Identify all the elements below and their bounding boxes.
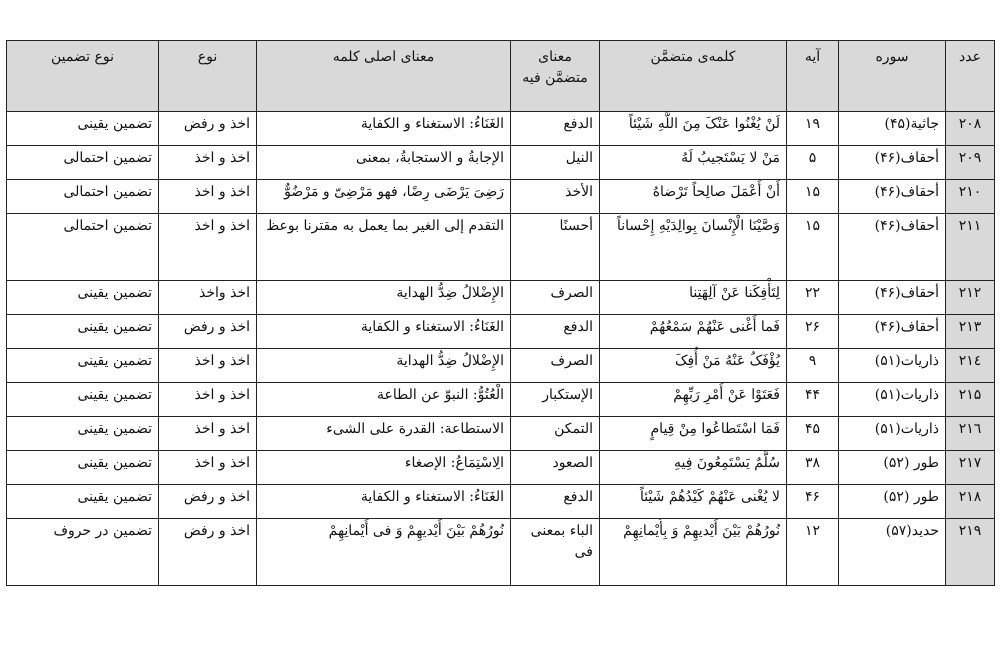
cell-ayah: ۲۲: [787, 281, 839, 315]
cell-idx: ۲۱۷: [946, 451, 995, 485]
cell-tazmin-type: تضمین احتمالی: [7, 146, 159, 180]
cell-word: نُورُهُمْ بَیْنَ أَیْدیهِمْ وَ بِأَیْمانِهِمْ: [600, 519, 787, 586]
table-row: [7, 281, 995, 315]
cell-idx: ۲۱۹: [946, 519, 995, 586]
cell-word: فَعَتَوْا عَنْ أَمْرِ رَبِّهِمْ: [600, 383, 787, 417]
cell-tazmin-type: تضمین یقینی: [7, 281, 159, 315]
cell-tazmin-type: تضمین یقینی: [7, 485, 159, 519]
cell-surah: طور (۵۲): [839, 485, 946, 519]
cell-root-meaning: الإِضْلالُ ضِدُّ الهدایة: [257, 281, 511, 315]
cell-ayah: ۱۵: [787, 180, 839, 214]
cell-meaning-in: الباء بمعنی فی: [511, 519, 600, 586]
cell-tazmin-type: تضمین در حروف: [7, 519, 159, 586]
table-row: [7, 519, 995, 586]
header-word: کلمه‌ی متضمَّن: [600, 41, 787, 112]
cell-type: اخذ و رفض: [159, 315, 257, 349]
cell-root-meaning: رَضِیَ یَرْضَی رِضًا، فهو مَرْضِیّ و مَرْضُوٌّ: [257, 180, 511, 214]
table-row: [7, 180, 995, 214]
cell-idx: ۲۱۳: [946, 315, 995, 349]
cell-type: اخذ و رفض: [159, 112, 257, 146]
cell-word: لَنْ یُغْنُوا عَنْکَ مِنَ اللَّهِ شَیْئاً: [600, 112, 787, 146]
cell-surah: ذاریات(۵۱): [839, 417, 946, 451]
cell-meaning-in: الصعود: [511, 451, 600, 485]
cell-surah: أحقاف(۴۶): [839, 315, 946, 349]
cell-word: وَصَّیْنَا الْإِنْسانَ بِوالِدَیْهِ إِحْساناً: [600, 214, 787, 281]
cell-word: أَنْ أَعْمَلَ صالِحاً تَرْضاهُ: [600, 180, 787, 214]
cell-type: اخذ و اخذ: [159, 214, 257, 281]
cell-ayah: ۲۶: [787, 315, 839, 349]
header-row: [7, 41, 995, 112]
cell-tazmin-type: تضمین یقینی: [7, 383, 159, 417]
cell-root-meaning: التقدم إلی الغیر بما یعمل به مقترنا بوعظ: [257, 214, 511, 281]
header-meaning-in: معنای متضمَّن فیه: [511, 41, 600, 112]
cell-meaning-in: الدفع: [511, 485, 600, 519]
cell-surah: أحقاف(۴۶): [839, 281, 946, 315]
cell-type: اخذ واخذ: [159, 281, 257, 315]
cell-surah: جاثیة(۴۵): [839, 112, 946, 146]
cell-root-meaning: الغَنَاءُ: الاستغناء و الکفایة: [257, 315, 511, 349]
cell-type: اخذ و اخذ: [159, 451, 257, 485]
cell-surah: ذاریات(۵۱): [839, 349, 946, 383]
cell-meaning-in: أحسنًا: [511, 214, 600, 281]
cell-idx: ۲۱٤: [946, 349, 995, 383]
cell-idx: ۲۱۱: [946, 214, 995, 281]
cell-tazmin-type: تضمین احتمالی: [7, 180, 159, 214]
cell-ayah: ۱۲: [787, 519, 839, 586]
cell-idx: ۲۱۵: [946, 383, 995, 417]
table-row: [7, 383, 995, 417]
cell-surah: حدید(۵۷): [839, 519, 946, 586]
cell-type: اخذ و اخذ: [159, 383, 257, 417]
cell-idx: ۲۰۹: [946, 146, 995, 180]
cell-type: اخذ و اخذ: [159, 349, 257, 383]
cell-meaning-in: النیل: [511, 146, 600, 180]
cell-root-meaning: الغَنَاءُ: الاستغناء و الکفایة: [257, 112, 511, 146]
cell-word: لا یُغْنی عَنْهُمْ کَیْدُهُمْ شَیْئاً: [600, 485, 787, 519]
cell-ayah: ۵: [787, 146, 839, 180]
cell-surah: طور (۵۲): [839, 451, 946, 485]
cell-word: لِتَأْفِکَنا عَنْ آلِهَتِنا: [600, 281, 787, 315]
cell-word: مَنْ لا یَسْتَجیبُ لَهُ: [600, 146, 787, 180]
cell-root-meaning: الِاسْتِمَاعُ: الإصغاء: [257, 451, 511, 485]
tazmin-table: [6, 40, 995, 586]
table-row: [7, 485, 995, 519]
header-type: نوع: [159, 41, 257, 112]
cell-type: اخذ و رفض: [159, 485, 257, 519]
cell-ayah: ۴۶: [787, 485, 839, 519]
cell-tazmin-type: تضمین احتمالی: [7, 214, 159, 281]
cell-tazmin-type: تضمین یقینی: [7, 112, 159, 146]
cell-ayah: ۱۵: [787, 214, 839, 281]
cell-type: اخذ و اخذ: [159, 180, 257, 214]
cell-idx: ۲۱۸: [946, 485, 995, 519]
cell-root-meaning: نُورُهُمْ بَیْنَ أَیْدیهِمْ وَ فی أَیْمانِهِمْ: [257, 519, 511, 586]
header-tazmin-type: نوع تضمین: [7, 41, 159, 112]
cell-ayah: ۴۴: [787, 383, 839, 417]
cell-ayah: ۱۹: [787, 112, 839, 146]
cell-surah: أحقاف(۴۶): [839, 214, 946, 281]
cell-meaning-in: التمکن: [511, 417, 600, 451]
cell-type: اخذ و رفض: [159, 519, 257, 586]
cell-idx: ۲۰۸: [946, 112, 995, 146]
table-row: [7, 214, 995, 281]
cell-idx: ۲۱۰: [946, 180, 995, 214]
cell-surah: أحقاف(۴۶): [839, 146, 946, 180]
cell-word: یُؤْفَکُ عَنْهُ مَنْ أُفِکَ: [600, 349, 787, 383]
cell-type: اخذ و اخذ: [159, 146, 257, 180]
table-row: [7, 146, 995, 180]
cell-word: فَما أَغْنی عَنْهُمْ سَمْعُهُمْ: [600, 315, 787, 349]
cell-meaning-in: الصرف: [511, 349, 600, 383]
cell-tazmin-type: تضمین یقینی: [7, 349, 159, 383]
table-row: [7, 112, 995, 146]
cell-tazmin-type: تضمین یقینی: [7, 451, 159, 485]
cell-word: فَمَا اسْتَطاعُوا مِنْ قِیامٍ: [600, 417, 787, 451]
cell-meaning-in: الدفع: [511, 112, 600, 146]
header-surah: سوره: [839, 41, 946, 112]
cell-tazmin-type: تضمین یقینی: [7, 315, 159, 349]
header-root-meaning: معنای اصلی کلمه: [257, 41, 511, 112]
cell-idx: ۲۱٦: [946, 417, 995, 451]
cell-surah: ذاریات(۵۱): [839, 383, 946, 417]
cell-root-meaning: الاستطاعة: القدرة علی الشیء: [257, 417, 511, 451]
header-idx: عدد: [946, 41, 995, 112]
cell-surah: أحقاف(۴۶): [839, 180, 946, 214]
cell-root-meaning: الْعُتُوُّ: النبوّ عن الطاعة: [257, 383, 511, 417]
cell-ayah: ۴۵: [787, 417, 839, 451]
cell-meaning-in: الإستکبار: [511, 383, 600, 417]
table-row: [7, 417, 995, 451]
table-row: [7, 451, 995, 485]
cell-ayah: ۹: [787, 349, 839, 383]
cell-meaning-in: الصرف: [511, 281, 600, 315]
cell-root-meaning: الغَنَاءُ: الاستغناء و الکفایة: [257, 485, 511, 519]
cell-root-meaning: الإجابةُ و الاستجابةُ، بمعنی: [257, 146, 511, 180]
cell-idx: ۲۱۲: [946, 281, 995, 315]
cell-meaning-in: الأخذ: [511, 180, 600, 214]
cell-tazmin-type: تضمین یقینی: [7, 417, 159, 451]
cell-word: سُلَّمٌ یَسْتَمِعُونَ فِیهِ: [600, 451, 787, 485]
table-row: [7, 315, 995, 349]
cell-ayah: ۳۸: [787, 451, 839, 485]
header-ayah: آیه: [787, 41, 839, 112]
cell-root-meaning: الإِضْلالُ ضِدُّ الهدایة: [257, 349, 511, 383]
table-row: [7, 349, 995, 383]
cell-type: اخذ و اخذ: [159, 417, 257, 451]
cell-meaning-in: الدفع: [511, 315, 600, 349]
